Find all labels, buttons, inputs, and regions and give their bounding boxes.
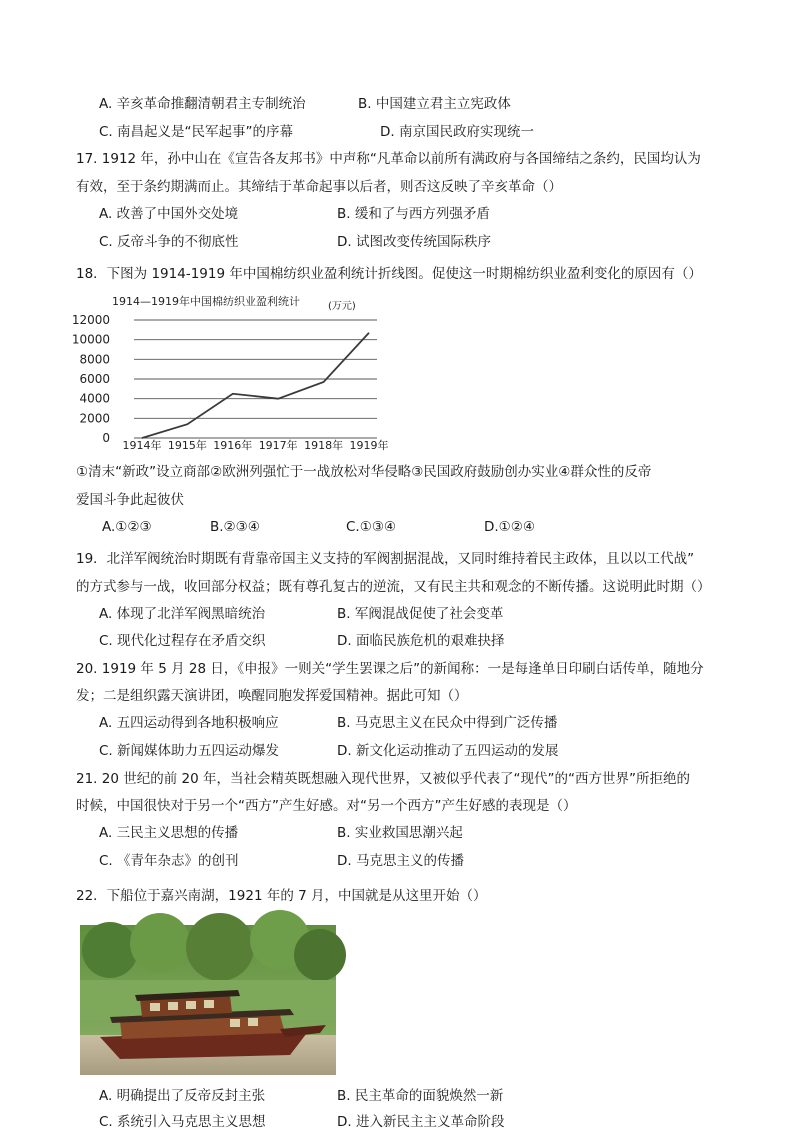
cotton-profit-line-chart <box>71 292 389 452</box>
q19-option-d[interactable]: D. 面临民族危机的艰难抉择 <box>337 633 505 649</box>
q21-option-c[interactable]: C. 《青年杂志》的创刊 <box>99 853 239 869</box>
q19-option-b[interactable]: B. 军阀混战促使了社会变革 <box>337 606 504 622</box>
chart-unit-label: (万元) <box>328 301 356 312</box>
chart-y-tick-label: 10000 <box>71 332 110 347</box>
q19-stem-line1: 19．北洋军阀统治时期既有背靠帝国主义支持的军阀割据混战，又同时维持着民主政体，且以以工代战” <box>76 551 695 567</box>
q21-stem-line1: 21. 20 世纪的前 20 年，当社会精英既想融入现代世界，又被似乎代表了“现代”的“西方世界”所拒绝的 <box>76 771 690 787</box>
chart-title: 1914—1919年中国棉纺织业盈利统计 <box>112 295 300 308</box>
chart-y-tick-label: 0 <box>102 431 110 445</box>
chart-y-tick-label: 8000 <box>79 352 110 367</box>
chart-y-tick-label: 4000 <box>79 391 110 406</box>
q22-stem-line1: 22．下船位于嘉兴南湖，1921 年的 7 月，中国就是从这里开始（） <box>76 888 487 904</box>
q16-option-c[interactable]: C. 南昌起义是“民军起事”的序幕 <box>99 124 293 140</box>
q20-stem-line1: 20. 1919 年 5 月 28 日，《申报》一则关“学生罢课之后”的新闻称：一是每逢单日印刷白话传单，随地分 <box>76 661 704 677</box>
q20-option-d[interactable]: D. 新文化运动推动了五四运动的发展 <box>337 743 559 759</box>
q17-option-c[interactable]: C. 反帝斗争的不彻底性 <box>99 234 239 250</box>
q16-option-a[interactable]: A. 辛亥革命推翻清朝君主专制统治 <box>99 96 306 112</box>
q19-option-a[interactable]: A. 体现了北洋军阀黑暗统治 <box>99 606 266 622</box>
q17-option-b[interactable]: B. 缓和了与西方列强矛盾 <box>337 206 490 222</box>
q16-option-b[interactable]: B. 中国建立君主立宪政体 <box>358 96 511 112</box>
chart-x-tick-label: 1915年 <box>167 439 207 452</box>
chart-series-line <box>142 333 369 438</box>
q17-option-a[interactable]: A. 改善了中国外交处境 <box>99 206 239 222</box>
q19-option-c[interactable]: C. 现代化过程存在矛盾交织 <box>99 633 266 649</box>
q18-stem-line3: 爱国斗争此起彼伏 <box>76 492 184 508</box>
q16-option-d[interactable]: D. 南京国民政府实现统一 <box>380 124 534 140</box>
chart-y-tick-label: 2000 <box>79 411 110 426</box>
q17-option-d[interactable]: D. 试图改变传统国际秩序 <box>337 234 491 250</box>
q18-stem-line2: ①清末“新政”设立商部②欧洲列强忙于一战放松对华侵略③民国政府鼓励创办实业④群众性的反帝 <box>76 464 652 480</box>
chart-grid <box>134 320 377 438</box>
chart-y-tick-label: 6000 <box>79 372 110 386</box>
q21-stem-line2: 时候，中国很快对于另一个“西方”产生好感。对“另一个西方”产生好感的表现是（） <box>76 798 577 814</box>
q18-option-d[interactable]: D.①②④ <box>484 519 535 535</box>
q22-option-b[interactable]: B. 民主革命的面貌焕然一新 <box>337 1088 504 1104</box>
red-boat-illustration <box>80 925 336 1075</box>
chart-x-tick-label: 1918年 <box>304 439 344 452</box>
chart-x-tick-label: 1919年 <box>349 439 389 452</box>
q17-stem-line2: 有效，至于条约期满而止。其缔结于革命起事以后者，则否这反映了辛亥革命（） <box>76 179 562 195</box>
q18-stem-line1: 18．下图为 1914-1919 年中国棉纺织业盈利统计折线图。促使这一时期棉纺织业盈利变化的原因有（） <box>76 266 702 282</box>
chart-x-tick-label: 1917年 <box>258 439 298 452</box>
q19-stem-line2: 的方式参与一战，收回部分权益；既有尊孔复古的逆流，又有民主共和观念的不断传播。这说明此时期（） <box>76 579 711 595</box>
q20-option-b[interactable]: B. 马克思主义在民众中得到广泛传播 <box>337 715 558 731</box>
q22-option-c[interactable]: C. 系统引入马克思主义思想 <box>99 1114 266 1130</box>
q20-stem-line2: 发；二是组织露天演讲团，唤醒同胞发挥爱国精神。据此可知（） <box>76 688 468 704</box>
chart-x-tick-labels <box>123 438 389 452</box>
q17-stem-line1: 17. 1912 年，孙中山在《宣告各友邦书》中声称“凡革命以前所有满政府与各国缔结之条约，民国均认为 <box>76 151 701 167</box>
q18-option-b[interactable]: B.②③④ <box>210 519 260 535</box>
chart-svg <box>71 292 389 452</box>
q21-option-d[interactable]: D. 马克思主义的传播 <box>337 853 464 869</box>
q20-option-a[interactable]: A. 五四运动得到各地积极响应 <box>99 715 279 731</box>
q21-option-b[interactable]: B. 实业救国思潮兴起 <box>337 825 463 841</box>
chart-x-tick-label: 1916年 <box>213 439 253 452</box>
q18-option-c[interactable]: C.①③④ <box>346 519 397 535</box>
red-boat-photo <box>80 925 336 1075</box>
q22-option-a[interactable]: A. 明确提出了反帝反封主张 <box>99 1088 266 1104</box>
q20-option-c[interactable]: C. 新闻媒体助力五四运动爆发 <box>99 743 280 759</box>
chart-x-tick-label: 1914年 <box>122 439 162 452</box>
chart-y-tick-label: 12000 <box>71 313 110 327</box>
q22-option-d[interactable]: D. 进入新民主主义革命阶段 <box>337 1114 505 1130</box>
chart-y-tick-labels <box>72 313 110 445</box>
q18-option-a[interactable]: A.①②③ <box>102 519 152 535</box>
q21-option-a[interactable]: A. 三民主义思想的传播 <box>99 825 239 841</box>
